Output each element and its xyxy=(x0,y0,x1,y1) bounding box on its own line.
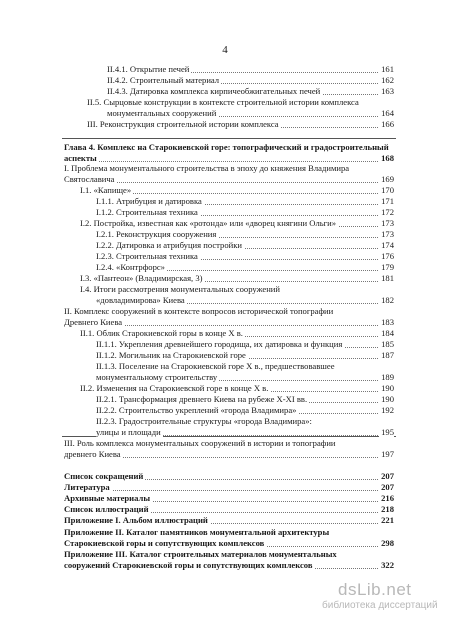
toc-entry-title: II.2.3. Градостроительные структуры «города Владимира»: xyxy=(96,416,312,426)
toc-entry-title: I.2.3. Строительная техника xyxy=(96,251,198,261)
watermark-logo: dsLib.net xyxy=(338,580,412,599)
toc-entry xyxy=(80,185,394,196)
toc-entry-title: III. Реконструкция строительной истории комплекса xyxy=(87,119,279,129)
toc-entry-page: 173 xyxy=(381,218,394,228)
toc-entry-page: 169 xyxy=(381,174,394,184)
toc-entry-title: Приложение I. Альбом иллюстраций xyxy=(64,515,208,525)
toc-entry-title: Приложение III. Каталог строительных материалов монументальных xyxy=(64,549,337,559)
toc-entry xyxy=(80,328,394,339)
toc-entry-title: II.1.3. Поселение на Старокиевской горе X в., предшествовавшее xyxy=(96,361,335,371)
toc-entry xyxy=(64,538,394,549)
toc-entry xyxy=(80,383,394,394)
toc-entry-title: I.2.1. Реконструкция сооружения xyxy=(96,229,217,239)
toc-entry-page: 190 xyxy=(381,394,394,404)
toc-entry xyxy=(64,449,394,460)
page-number: 4 xyxy=(222,44,228,56)
toc-entry xyxy=(64,306,394,317)
toc-entry-page: 174 xyxy=(381,240,394,250)
toc-entry-page: 173 xyxy=(381,229,394,239)
toc-entry-title: I.4. Итоги рассмотрения монументальных сооружений xyxy=(80,284,281,294)
toc-entry-page: 192 xyxy=(381,405,394,415)
toc-entry-page: 166 xyxy=(381,119,394,129)
toc-entry-page: 189 xyxy=(381,372,394,382)
toc-entry xyxy=(64,174,394,185)
toc-entry xyxy=(96,361,394,372)
toc-entry xyxy=(64,471,394,482)
toc-entry-page: 185 xyxy=(381,339,394,349)
toc-entry-title: I.2.4. «Контрфорс» xyxy=(96,262,165,272)
toc-entry xyxy=(64,317,394,328)
toc-entry xyxy=(87,97,394,108)
toc-entry-page: 197 xyxy=(381,449,394,459)
toc-entry-title: III. Роль комплекса монументальных сооружений в истории и топографии xyxy=(64,438,336,448)
toc-entry-page: 170 xyxy=(381,185,394,195)
toc-entry-title: I.1.2. Строительная техника xyxy=(96,207,198,217)
toc-entry xyxy=(96,251,394,262)
toc-entry xyxy=(96,339,394,350)
toc-entry-page: 218 xyxy=(381,504,394,514)
toc-entry-title: I.1. «Капище» xyxy=(80,185,132,195)
toc-entry-title: Приложение II. Каталог памятников монументальной архитектуры xyxy=(64,527,330,537)
toc-entry-page: 216 xyxy=(381,493,394,503)
toc-entry xyxy=(96,405,394,416)
toc-entry-page: 162 xyxy=(381,75,394,85)
toc-entry-title: II.2. Изменения на Старокиевской горе в конце X в. xyxy=(80,383,269,393)
toc-entry xyxy=(107,75,394,86)
toc-entry-title: II.4.2. Строительный материал xyxy=(107,75,220,85)
toc-entry-title: II.2.1. Трансформация древнего Киева на рубеже X-XI вв. xyxy=(96,394,308,404)
toc-entry-page: 298 xyxy=(381,538,394,548)
toc-entry-page: 164 xyxy=(381,108,394,118)
toc-entry-title: древнего Киева xyxy=(64,449,121,459)
toc-entry xyxy=(64,493,394,504)
toc-entry-title: монументальному строительству xyxy=(96,372,218,382)
toc-entry xyxy=(64,482,394,493)
toc-entry xyxy=(80,284,394,295)
toc-entry-title: I.2. Постройка, известная как «ротонда» или «дворец княгини Ольги» xyxy=(80,218,337,228)
toc-entry-page: 187 xyxy=(381,350,394,360)
toc-entry-title: II.5. Сырцовые конструкции в контексте строительной истории комплекса xyxy=(87,97,359,107)
toc-entry xyxy=(64,438,394,449)
toc-entry-page: 190 xyxy=(381,383,394,393)
toc-entry xyxy=(107,86,394,97)
toc-entry xyxy=(64,515,394,526)
toc-entry xyxy=(96,262,394,273)
toc-entry xyxy=(87,119,394,130)
toc-entry-title: II.1.2. Могильник на Старокиевской горе xyxy=(96,350,246,360)
toc-entry-page: 181 xyxy=(381,273,394,283)
toc-entry-title: I.3. «Пантеон» (Владимирская, 3) xyxy=(80,273,203,283)
toc-entry-page: 195 xyxy=(381,427,394,437)
toc-entry-title: I. Проблема монументального строительства в эпоху до княжения Владимира xyxy=(64,163,350,173)
toc-entry xyxy=(107,108,394,119)
leader-dots xyxy=(64,161,394,162)
toc-entry xyxy=(107,64,394,75)
toc-entry-page: 184 xyxy=(381,328,394,338)
toc-entry xyxy=(96,240,394,251)
toc-entry xyxy=(64,163,394,174)
toc-entry-title: аспекты xyxy=(64,153,97,163)
toc-entry-title: Список сокращений xyxy=(64,471,144,481)
toc-entry-title: Литература xyxy=(64,482,110,492)
toc-entry-title: II.4.3. Датировка комплекса кирпичеобжигательных печей xyxy=(107,86,321,96)
toc-entry-title: Старокиевской горы и сопутствующих комплексов xyxy=(64,538,265,548)
toc-entry-title: II.1. Облик Старокиевской горы в конце X в. xyxy=(80,328,243,338)
toc-entry xyxy=(64,549,394,560)
toc-entry-page: 176 xyxy=(381,251,394,261)
toc-entry-page: 168 xyxy=(381,153,394,163)
toc-entry xyxy=(64,560,394,571)
divider-line xyxy=(62,138,396,139)
toc-entry-title: I.1.1. Атрибуция и датировка xyxy=(96,196,202,206)
toc-entry xyxy=(64,527,394,538)
toc-entry-title: Список иллюстраций xyxy=(64,504,149,514)
toc-entry-title: Глава 4. Комплекс на Старокиевской горе: топографический и градостроительный xyxy=(64,142,389,152)
toc-entry-title: II.4.1. Открытие печей xyxy=(107,64,190,74)
toc-entry-title: Древнего Киева xyxy=(64,317,123,327)
toc-entry-page: 182 xyxy=(381,295,394,305)
toc-entry-page: 221 xyxy=(381,515,394,525)
toc-entry xyxy=(96,196,394,207)
toc-entry-title: монументальных сооружений xyxy=(107,108,217,118)
toc-entry-page: 179 xyxy=(381,262,394,272)
toc-entry-title: I.2.2. Датировка и атрибуция постройки xyxy=(96,240,243,250)
toc-entry xyxy=(80,218,394,229)
toc-entry-title: улицы и площади xyxy=(96,427,161,437)
watermark-subtitle: библиотека диссертаций xyxy=(322,600,438,611)
toc-entry xyxy=(96,416,394,427)
toc-entry xyxy=(96,229,394,240)
toc-entry-page: 322 xyxy=(381,560,394,570)
toc-entry-page: 171 xyxy=(381,196,394,206)
toc-entry-title: II. Комплекс сооружений в контексте вопросов исторической топографии xyxy=(64,306,334,316)
toc-entry-title: сооружений Старокиевской горы и сопутствующих комплексов xyxy=(64,560,313,570)
toc-entry xyxy=(64,142,394,153)
toc-entry-page: 172 xyxy=(381,207,394,217)
toc-entry-page: 163 xyxy=(381,86,394,96)
toc-entry xyxy=(96,295,394,306)
toc-entry-title: II.1.1. Укрепления древнейшего городища, их датировка и функция xyxy=(96,339,343,349)
toc-entry-title: Архивные материалы xyxy=(64,493,151,503)
toc-entry xyxy=(96,394,394,405)
toc-entry-title: II.2.2. Строительство укреплений «города Владимира» xyxy=(96,405,297,415)
toc-entry-title: Святославича xyxy=(64,174,115,184)
toc-entry-page: 207 xyxy=(381,482,394,492)
toc-entry-page: 207 xyxy=(381,471,394,481)
leader-dots xyxy=(64,490,394,491)
toc-entry-page: 161 xyxy=(381,64,394,74)
toc-entry xyxy=(96,372,394,383)
toc-entry xyxy=(96,207,394,218)
toc-entry-page: 183 xyxy=(381,317,394,327)
toc-entry-title: «довладимирова» Киева xyxy=(96,295,185,305)
toc-entry xyxy=(96,350,394,361)
toc-entry xyxy=(64,504,394,515)
toc-entry xyxy=(80,273,394,284)
